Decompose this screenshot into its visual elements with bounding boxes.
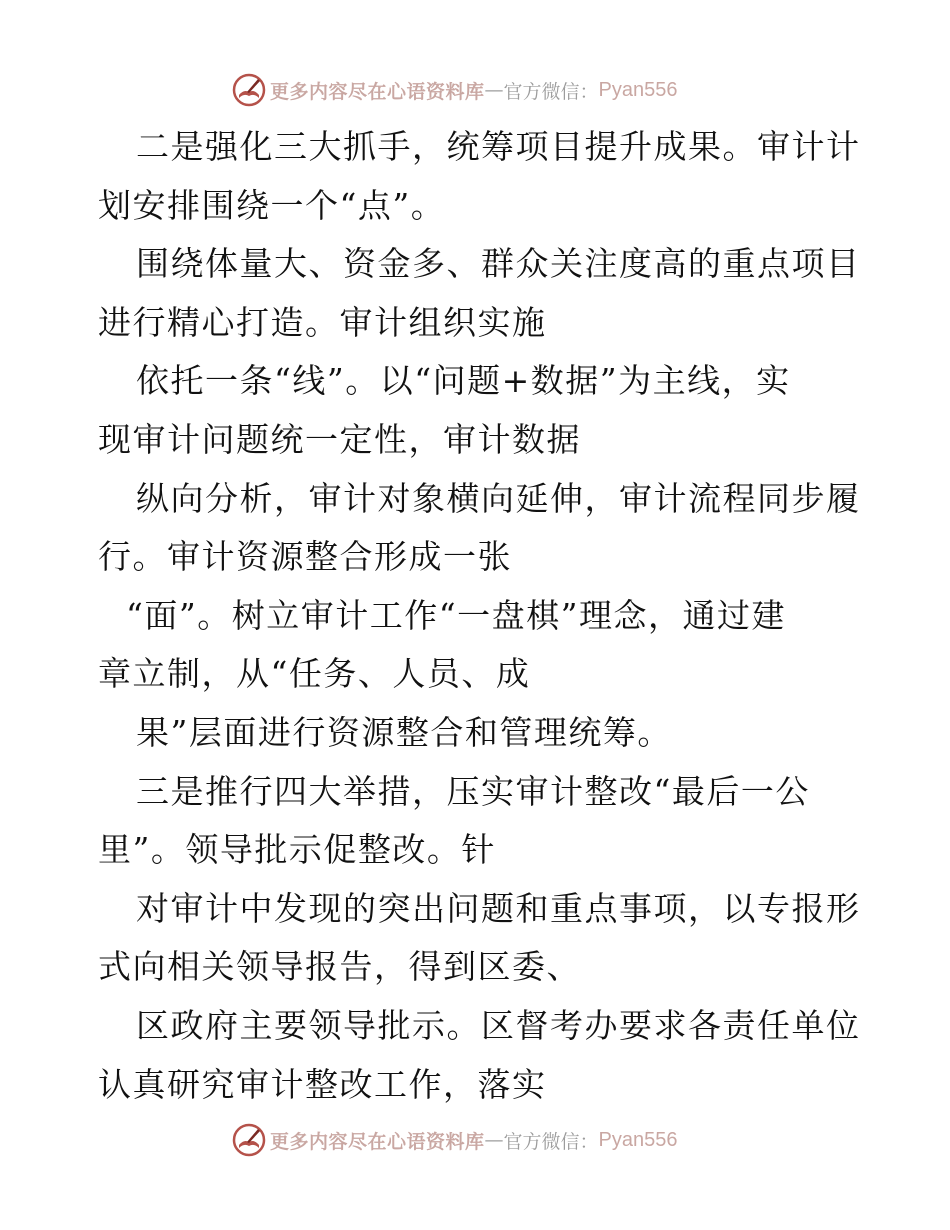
banner-separator: — [484,1129,504,1151]
banner-wechat-label: 官方微信： [503,80,599,103]
document-body [98,118,861,1114]
banner-site-name: 更多内容尽在心语资料库 [270,80,485,103]
text-line: 进行精心打造。审计组织实施 [98,302,547,342]
text-line: 纵向分析，审计对象横向延伸，审计流程同步履 [136,478,861,518]
text-line: 三是推行四大举措，压实审计整改“最后一公 [136,771,810,811]
text-line: 果”层面进行资源整合和管理统筹。 [136,712,672,752]
banner-wechat-id: Pyan556 [598,1128,678,1151]
footer-banner-content [232,1120,678,1160]
banner-wechat-label: 官方微信： [503,1130,599,1153]
text-line: 现审计问题统一定性，审计数据 [98,419,581,459]
text-line: 区政府主要领导批示。区督考办要求各责任单位 [136,1005,861,1045]
banner-wechat-id: Pyan556 [598,78,678,101]
text-line: 二是强化三大抓手，统筹项目提升成果。审计计 [136,127,861,166]
text-line: 划安排围绕一个“点”。 [98,185,446,225]
header-banner-content [232,70,678,110]
header-banner [0,70,950,110]
text-line: 行。审计资源整合形成一张 [98,537,512,577]
text-line: 对审计中发现的突出问题和重点事项，以专报形 [136,888,861,928]
banner-separator: — [484,79,504,101]
text-line: 章立制，从“任务、人员、成 [98,654,531,694]
text-line: 围绕体量大、资金多、群众关注度高的重点项目 [136,244,861,284]
footer-banner [0,1120,950,1160]
book-quill-logo-icon [232,73,266,107]
text-line: “面”。树立审计工作“一盘棋”理念，通过建 [126,595,786,635]
text-line: 式向相关领导报告，得到区委、 [98,947,581,987]
banner-site-name: 更多内容尽在心语资料库 [270,1130,485,1153]
text-line: 依托一条“线”。以“问题+数据”为主线，实 [136,361,791,401]
text-line: 里”。领导批示促整改。针 [98,830,496,870]
text-line: 认真研究审计整改工作，落实 [98,1064,547,1104]
book-quill-logo-icon [232,1123,266,1157]
